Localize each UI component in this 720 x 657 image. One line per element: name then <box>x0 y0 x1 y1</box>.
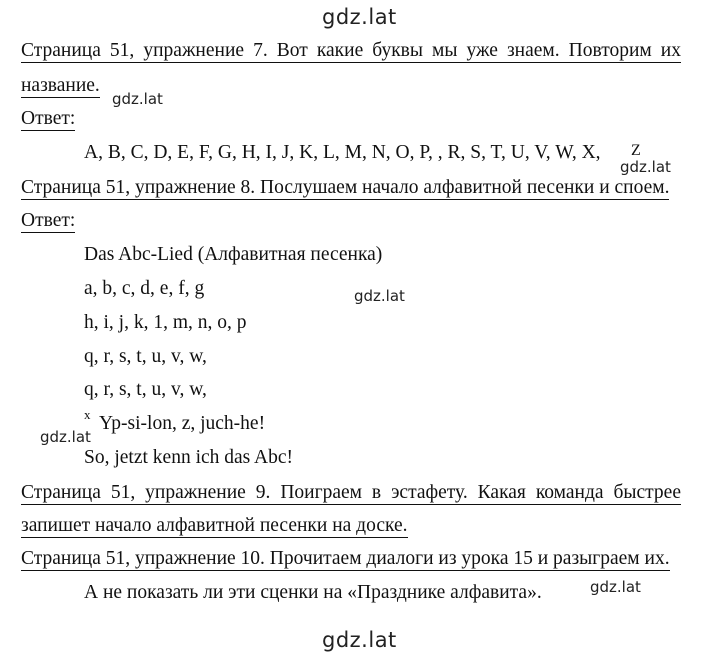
song-line: So, jetzt kenn ich das Abc! <box>84 447 294 468</box>
song-line: q, r, s, t, u, v, w, <box>84 346 207 367</box>
watermark-top: gdz.lat <box>322 5 397 29</box>
watermark: gdz.lat <box>40 428 91 446</box>
section10-heading: Страница 51, упражнение 10. Прочитаем диалоги из урока 15 и разыграем их. <box>21 548 670 569</box>
watermark: gdz.lat <box>354 287 405 305</box>
song-line: h, i, j, k, 1, m, n, o, p <box>84 312 247 333</box>
section7-heading-line2: название. <box>21 75 100 96</box>
watermark-bottom: gdz.lat <box>322 628 397 652</box>
alphabet-tail: Z <box>631 142 641 159</box>
section8-answer-label: Ответ: <box>21 210 76 231</box>
song-line: a, b, c, d, e, f, g <box>84 278 205 299</box>
section9-heading-line1: Страница 51, упражнение 9. Поиграем в эстафету. Какая команда быстрее <box>21 482 681 503</box>
section7-heading-line1: Страница 51, упражнение 7. Вот какие буквы мы уже знаем. Повторим их <box>21 40 681 61</box>
section8-heading: Страница 51, упражнение 8. Послушаем начало алфавитной песенки и споем. <box>21 177 670 198</box>
watermark: gdz.lat <box>620 158 671 176</box>
song-line-prefix: x <box>84 407 91 422</box>
section10-answer: А не показать ли эти сценки на «Празднике алфавита». <box>84 582 542 603</box>
song-line: q, r, s, t, u, v, w, <box>84 379 207 400</box>
song-line: Yp-si-lon, z, juch-he! <box>99 413 266 434</box>
section7-answer-label: Ответ: <box>21 108 76 129</box>
alphabet-line: A, B, C, D, E, F, G, H, I, J, K, L, M, N, O, P, , R, S, T, U, V, W, X, <box>84 142 601 163</box>
watermark: gdz.lat <box>590 578 641 596</box>
watermark: gdz.lat <box>112 90 163 108</box>
song-title: Das Abc-Lied (Алфавитная песенка) <box>84 244 383 265</box>
section9-heading-line2: запишет начало алфавитной песенки на доске. <box>21 515 408 536</box>
